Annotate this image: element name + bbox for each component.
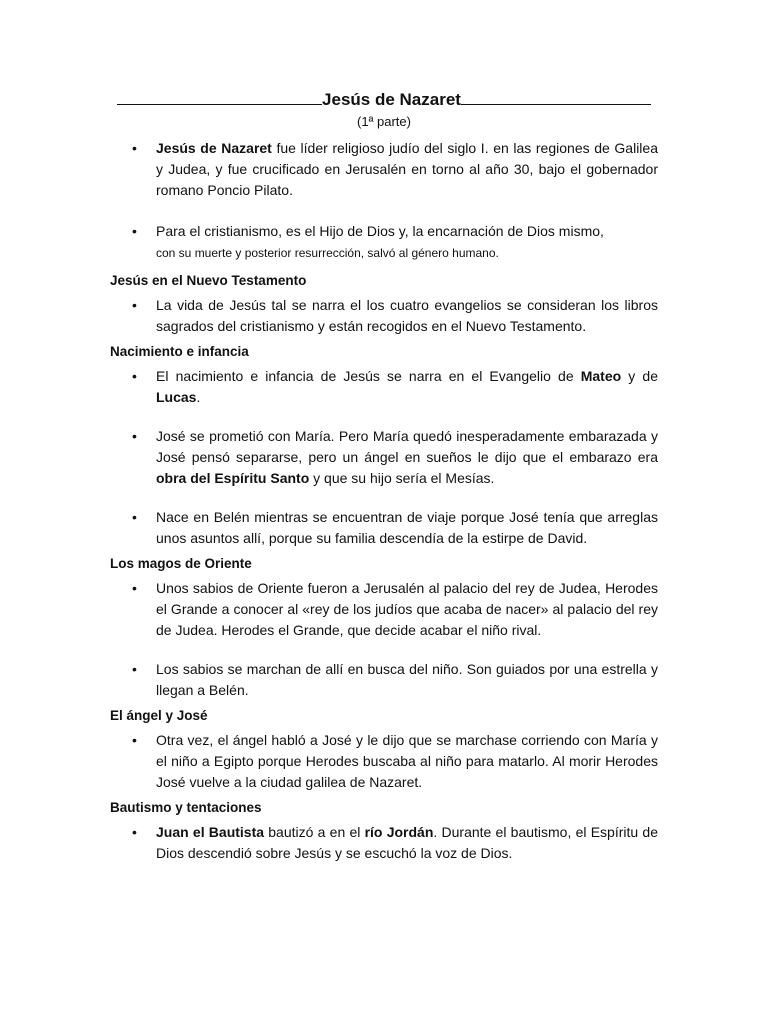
- text: Otra vez, el ángel habló a José y le dijo que se marchase corriendo con María y el niño a Egipto porque Herodes buscaba al niño para matarlo. Al morir Herodes José vuelve a la ciudad galilea de Nazaret.: [156, 732, 658, 790]
- list-item: [110, 295, 658, 337]
- section-list: [110, 822, 658, 864]
- title-text: Jesús de Nazaret: [322, 90, 461, 109]
- document-title: [110, 88, 658, 111]
- document-body: [110, 136, 658, 864]
- bold-text: río Jordán: [364, 824, 434, 840]
- text: Los sabios se marchan de allí en busca del niño. Son guiados por una estrella y llegan a Belén.: [156, 661, 658, 698]
- document-subtitle: (1ª parte): [357, 114, 411, 129]
- text: José se prometió con María. Pero María quedó inesperadamente embarazada y José pensó separarse, pero un ángel en sueños le dijo que el embarazo era: [156, 428, 658, 465]
- text: y de: [621, 368, 658, 384]
- bold-text: Juan el Bautista: [156, 824, 265, 840]
- section-heading: Los magos de Oriente: [110, 556, 252, 571]
- text: Unos sabios de Oriente fueron a Jerusalén al palacio del rey de Judea, Herodes el Grande a conocer al «rey de los judíos que acaba de nacer» al palacio del rey de Judea. Herodes el Grande, que decide acabar el niño rival.: [156, 580, 658, 638]
- title-rule-left: [117, 88, 322, 105]
- text: . Durante el bautismo, el Espíritu de Dios descendió sobre Jesús y se escuchó la voz de Dios.: [156, 824, 658, 861]
- list-item: [110, 507, 658, 549]
- list-item: [110, 659, 658, 701]
- section-heading: Nacimiento e infancia: [110, 344, 249, 359]
- section-list: [110, 578, 658, 701]
- section-list: [110, 730, 658, 793]
- list-item: [110, 221, 658, 264]
- text-small: con su muerte y posterior resurrección, salvó al género humano.: [156, 246, 499, 260]
- section-heading: Bautismo y tentaciones: [110, 800, 262, 815]
- list-item: [110, 822, 658, 864]
- bold-text: Mateo: [580, 368, 622, 384]
- section-list: [110, 295, 658, 337]
- section-list: [110, 366, 658, 549]
- text: Para el cristianismo, es el Hijo de Dios y, la encarnación de Dios mismo,: [156, 223, 604, 239]
- list-item: [110, 366, 658, 408]
- text: La vida de Jesús tal se narra el los cuatro evangelios se consideran los libros sagrados del cristianismo y están recogidos en el Nuevo Testamento.: [156, 297, 658, 334]
- list-item: [110, 578, 658, 641]
- text: El nacimiento e infancia de Jesús se narra en el Evangelio de: [156, 368, 581, 384]
- list-item: [110, 138, 658, 201]
- bold-text: obra del Espíritu Santo: [156, 470, 310, 486]
- text: Nace en Belén mientras se encuentran de viaje porque José tenía que arreglas unos asuntos allí, porque su familia descendía de la estirpe de David.: [156, 509, 658, 546]
- text: bautizó a en el: [264, 824, 365, 840]
- title-rule-right: [461, 88, 651, 105]
- section-heading: Jesús en el Nuevo Testamento: [110, 273, 307, 288]
- section-heading: El ángel y José: [110, 708, 208, 723]
- list-item: [110, 730, 658, 793]
- text: y que su hijo sería el Mesías.: [309, 470, 495, 486]
- bold-text: Lucas: [156, 389, 197, 405]
- intro-list: [110, 138, 658, 264]
- text: fue líder religioso judío del siglo I. en las regiones de Galilea y Judea, y fue crucificado en Jerusalén en torno al año 30, bajo el gobernador romano Poncio Pilato.: [156, 140, 658, 198]
- bold-text: Jesús de Nazaret: [156, 140, 272, 156]
- text: .: [196, 389, 201, 405]
- list-item: [110, 426, 658, 489]
